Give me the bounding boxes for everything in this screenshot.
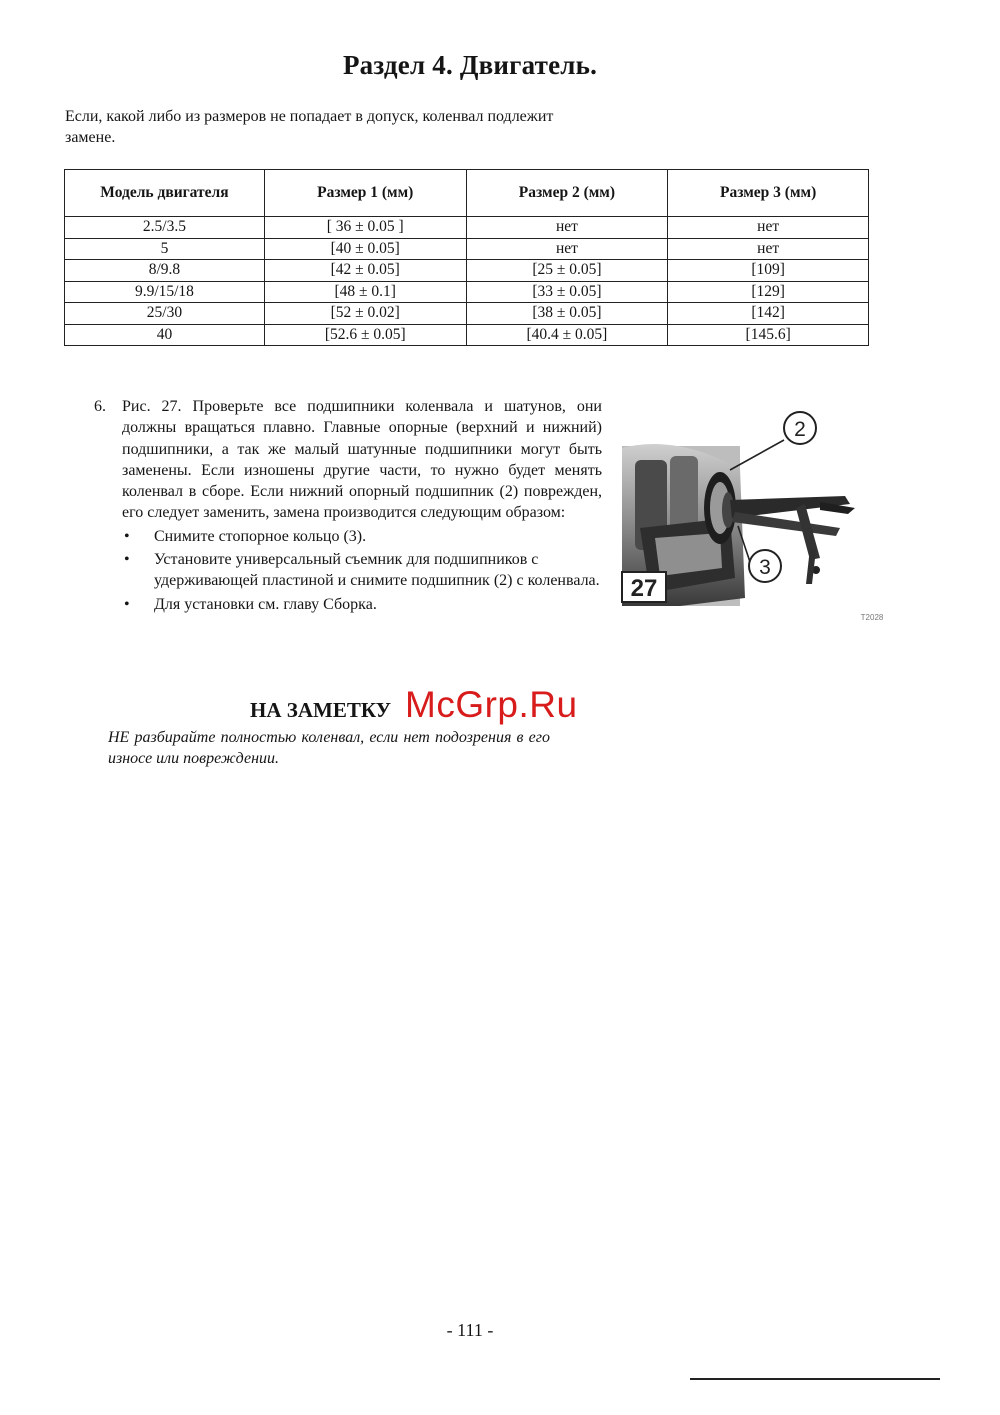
figure-code: T2028 bbox=[860, 613, 884, 622]
header-engine-model: Модель двигателя bbox=[65, 170, 265, 217]
table-cell: 9.9/15/18 bbox=[65, 281, 265, 303]
bottom-divider bbox=[690, 1378, 940, 1380]
table-cell: [145.6] bbox=[668, 324, 869, 346]
table-row bbox=[65, 281, 869, 303]
step-6 bbox=[94, 396, 602, 617]
table-cell: [40 ± 0.05] bbox=[264, 238, 466, 260]
list-item-text: Снимите стопорное кольцо (3). bbox=[154, 527, 367, 545]
table-row bbox=[65, 260, 869, 282]
callout-2-label: 2 bbox=[794, 418, 806, 441]
callout-3-label: 3 bbox=[759, 556, 771, 579]
table-row bbox=[65, 217, 869, 239]
page-number: - 111 - bbox=[446, 1320, 494, 1340]
figure-27-crankshaft-bearing bbox=[620, 408, 890, 623]
list-item bbox=[122, 594, 602, 615]
header-size-2: Размер 2 (мм) bbox=[466, 170, 668, 217]
table-cell: 2.5/3.5 bbox=[65, 217, 265, 239]
table-cell: 40 bbox=[65, 324, 265, 346]
table-cell: [38 ± 0.05] bbox=[466, 303, 668, 325]
table-cell: [40.4 ± 0.05] bbox=[466, 324, 668, 346]
crankshaft-size-table bbox=[64, 169, 869, 346]
table-row bbox=[65, 238, 869, 260]
table-cell: нет bbox=[466, 238, 668, 260]
list-item bbox=[122, 526, 602, 547]
table-cell: [142] bbox=[668, 303, 869, 325]
step-bullet-list bbox=[122, 526, 602, 615]
table-cell: [ 36 ± 0.05 ] bbox=[264, 217, 466, 239]
header-size-1: Размер 1 (мм) bbox=[264, 170, 466, 217]
figure-number: 27 bbox=[630, 575, 658, 602]
table-cell: [129] bbox=[668, 281, 869, 303]
table-row bbox=[65, 303, 869, 325]
table-cell: нет bbox=[668, 217, 869, 239]
table-cell: нет bbox=[466, 217, 668, 239]
list-item bbox=[122, 549, 602, 592]
list-item-text: Установите универсальный съемник для подшипников с удерживающей пластиной и снимите подшипник (2) с коленвала. bbox=[154, 551, 600, 590]
table-cell: [52 ± 0.02] bbox=[264, 303, 466, 325]
table-cell: 25/30 bbox=[65, 303, 265, 325]
note-title: НА ЗАМЕТКУ bbox=[250, 698, 392, 722]
step-number: 6. bbox=[94, 398, 106, 415]
page-title: Раздел 4. Двигатель. bbox=[342, 50, 598, 80]
watermark: McGrp.Ru bbox=[405, 684, 578, 725]
intro-paragraph: Если, какой либо из размеров не попадает в допуск, коленвал подлежит замене. bbox=[65, 108, 554, 146]
table-row bbox=[65, 324, 869, 346]
bullet-icon: • bbox=[124, 551, 130, 569]
step-text: Рис. 27. Проверьте все подшипники коленвала и шатунов, они должны вращаться плавно. Главные опорные (верхний и нижний) подшипники, а так же малый шатунные подшипники могут быть заменены. Если изношены другие части, то нужно будет менять коленвал в сборе. Если нижний опорный подшипник (2) поврежден, его следует заменить, замена производится следующим образом: bbox=[122, 398, 602, 522]
table-header-row bbox=[65, 170, 869, 217]
table-cell: [33 ± 0.05] bbox=[466, 281, 668, 303]
table-cell: [52.6 ± 0.05] bbox=[264, 324, 466, 346]
table-cell: нет bbox=[668, 238, 869, 260]
table-cell: [109] bbox=[668, 260, 869, 282]
bullet-icon: • bbox=[124, 595, 130, 613]
table-cell: 5 bbox=[65, 238, 265, 260]
table-cell: [48 ± 0.1] bbox=[264, 281, 466, 303]
table-cell: 8/9.8 bbox=[65, 260, 265, 282]
list-item-text: Для установки см. главу Сборка. bbox=[154, 595, 377, 613]
crankshaft-bearing-illustration bbox=[620, 408, 890, 623]
header-size-3: Размер 3 (мм) bbox=[668, 170, 869, 217]
note-text: НЕ разбирайте полностью коленвал, если нет подозрения в его износе или повреждении. bbox=[108, 729, 550, 767]
table-cell: [25 ± 0.05] bbox=[466, 260, 668, 282]
bullet-icon: • bbox=[124, 527, 130, 545]
table-cell: [42 ± 0.05] bbox=[264, 260, 466, 282]
